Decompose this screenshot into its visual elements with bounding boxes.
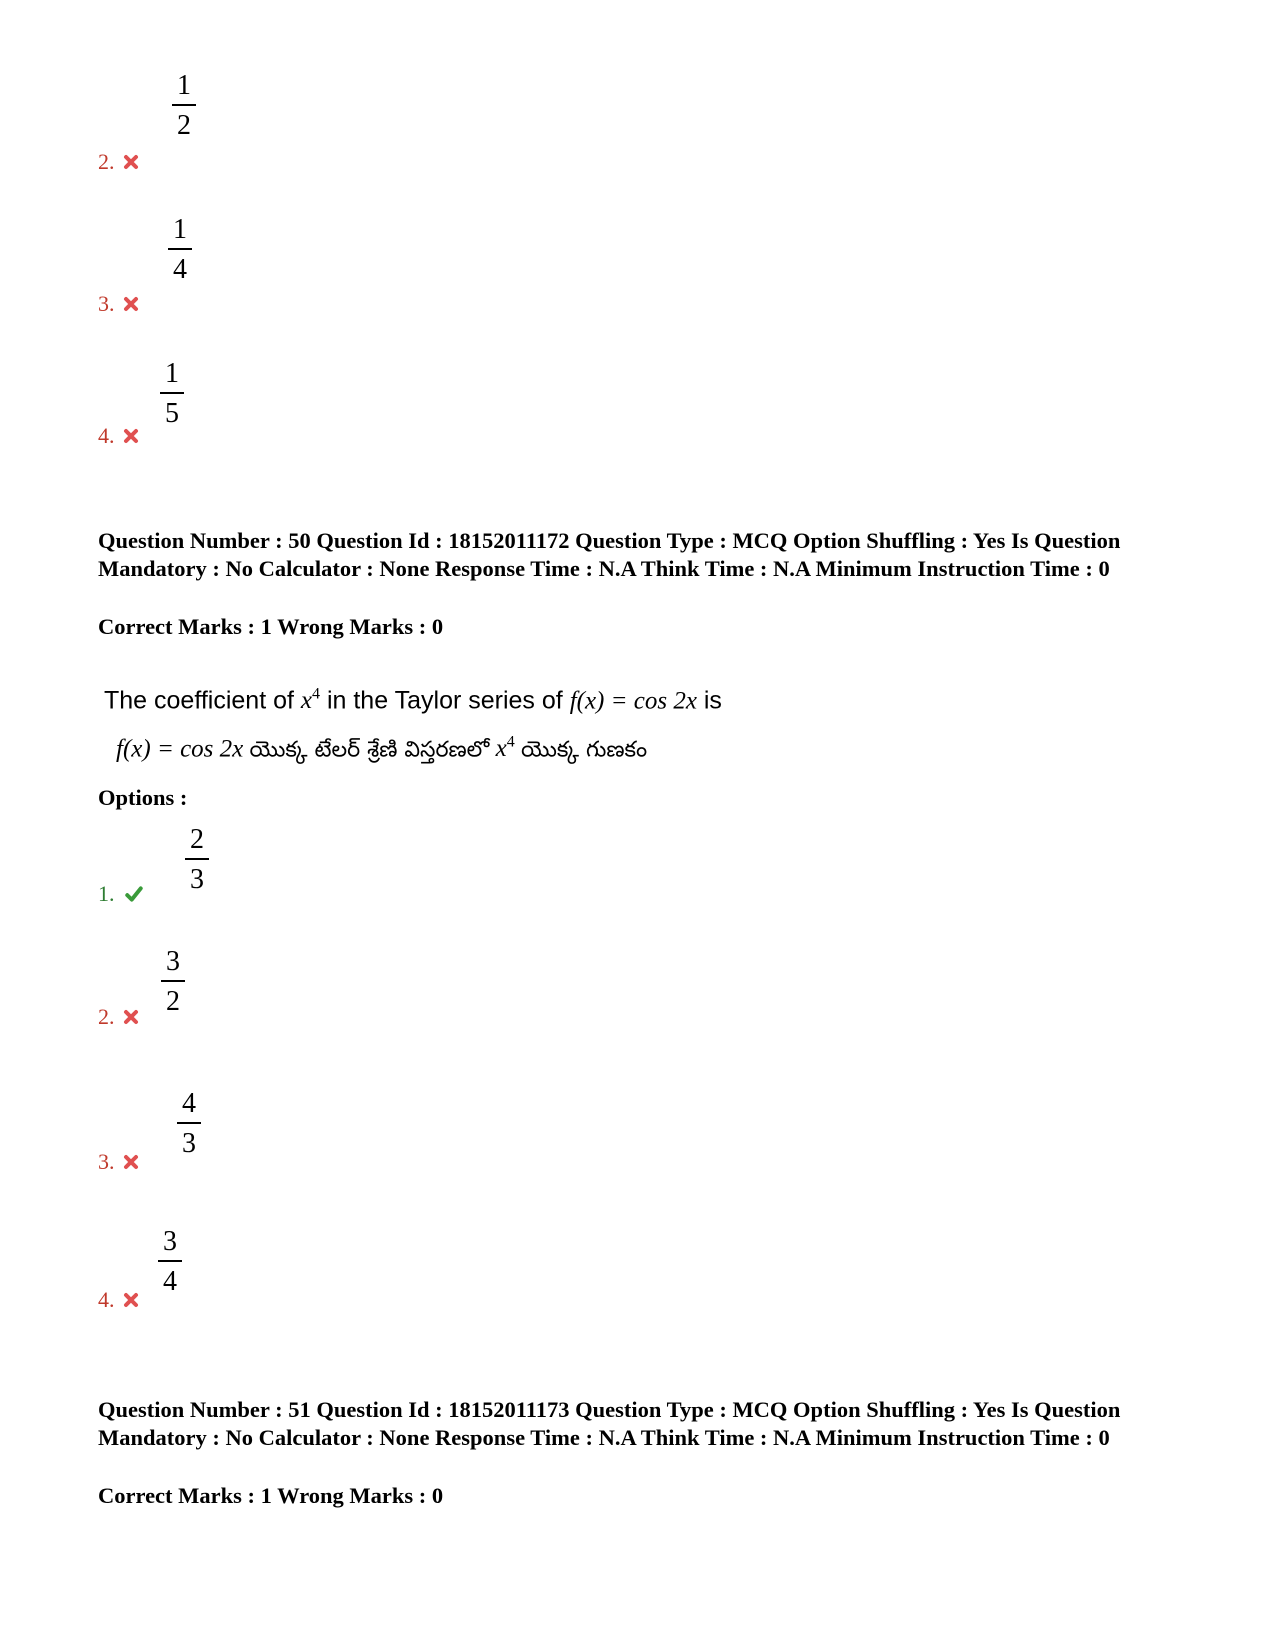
denominator: 4 — [163, 1266, 177, 1297]
option-3-fraction — [168, 216, 192, 284]
option-3-label: 3. — [98, 291, 139, 317]
option-3-fraction — [177, 1090, 201, 1158]
denominator: 5 — [165, 398, 179, 429]
question-51-marks: Correct Marks : 1 Wrong Marks : 0 — [98, 1483, 444, 1508]
option-2-fraction — [161, 948, 185, 1016]
option-2-label: 2. — [98, 149, 139, 175]
option-1-fraction — [185, 826, 209, 894]
cross-icon — [123, 1292, 139, 1308]
question-50-text-telugu: f(x) = cos 2x యొక్క టేలర్ శ్రేణి విస్తరణలో $x^4$ యొక్క గుణకం — [116, 734, 648, 763]
option-4-label: 4. — [98, 1287, 139, 1313]
denominator: 3 — [182, 1128, 196, 1159]
question-50-text-english: The coefficient of $x^4$ in the Taylor series of f(x) = cos 2x is — [104, 686, 722, 715]
cross-icon — [123, 1009, 139, 1025]
numerator: 1 — [177, 70, 191, 101]
numerator: 1 — [173, 214, 187, 245]
denominator: 3 — [190, 864, 204, 895]
option-1-label: 1. — [98, 881, 145, 907]
option-3-label: 3. — [98, 1149, 139, 1175]
cross-icon — [123, 1154, 139, 1170]
numerator: 4 — [182, 1088, 196, 1119]
option-2-label: 2. — [98, 1004, 139, 1030]
numerator: 3 — [166, 946, 180, 977]
option-4-fraction — [158, 1228, 182, 1296]
question-50-marks: Correct Marks : 1 Wrong Marks : 0 — [98, 614, 444, 639]
option-4-label: 4. — [98, 423, 139, 449]
denominator: 2 — [177, 110, 191, 141]
check-icon — [123, 885, 145, 903]
denominator: 2 — [166, 986, 180, 1017]
cross-icon — [123, 296, 139, 312]
cross-icon — [123, 154, 139, 170]
question-51-header: Question Number : 51 Question Id : 18152011173 Question Type : MCQ Option Shuffling : Yes Is Question Mandatory : No Calculator : None Response Time : N.A Think Time : N.A Minimum Instruction Time : 0 — [98, 1397, 1121, 1450]
numerator: 2 — [190, 824, 204, 855]
numerator: 3 — [163, 1226, 177, 1257]
cross-icon — [123, 428, 139, 444]
denominator: 4 — [173, 254, 187, 285]
option-2-fraction — [172, 72, 196, 140]
question-50-header: Question Number : 50 Question Id : 18152011172 Question Type : MCQ Option Shuffling : Yes Is Question Mandatory : No Calculator : None Response Time : N.A Think Time : N.A Minimum Instruction Time : 0 — [98, 528, 1121, 581]
numerator: 1 — [165, 358, 179, 389]
option-4-fraction — [160, 360, 184, 428]
options-title: Options : — [98, 785, 188, 810]
